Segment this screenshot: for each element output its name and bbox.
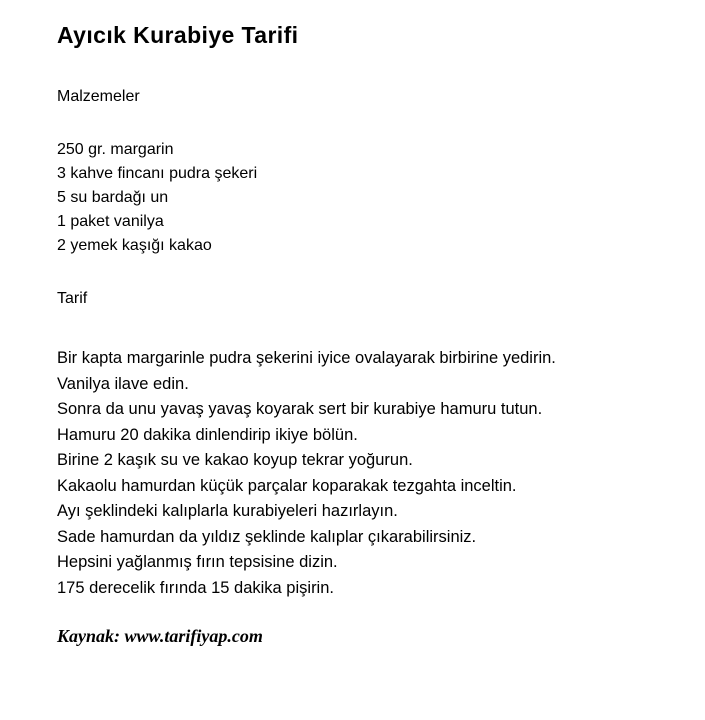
spacer [57, 258, 665, 288]
list-item: Bir kapta margarinle pudra şekerini iyice ovalayarak birbirine yedirin. [57, 349, 556, 367]
list-item: Birine 2 kaşık su ve kakao koyup tekrar yoğurun. [57, 451, 413, 469]
list-item: 175 derecelik fırında 15 dakika pişirin. [57, 578, 334, 597]
list-item: 250 gr. margarin [57, 141, 174, 158]
list-item: 1 paket vanilya [57, 213, 164, 230]
spacer [57, 601, 665, 623]
recipe-heading: Tarif [57, 290, 88, 307]
list-item: Sade hamurdan da yıldız şeklinde kalıplar çıkarabilirsiniz. [57, 527, 477, 546]
spacer [57, 108, 665, 138]
list-item: Hepsini yağlanmış fırın tepsisine dizin. [57, 553, 338, 571]
spacer [57, 310, 665, 346]
source-credit: Kaynak: www.tarifiyap.com [57, 626, 263, 646]
list-item: 5 su bardağı un [57, 189, 169, 206]
list-item: Vanilya ilave edin. [57, 374, 189, 393]
page-title: Ayıcık Kurabiye Tarifi [57, 22, 299, 48]
spacer [57, 50, 665, 86]
ingredients-list [57, 138, 665, 258]
ingredients-heading: Malzemeler [57, 88, 140, 105]
steps-list [57, 346, 665, 601]
list-item: Kakaolu hamurdan küçük parçalar koparakak tezgahta inceltin. [57, 476, 517, 495]
list-item: 3 kahve fincanı pudra şekeri [57, 165, 258, 182]
list-item: Ayı şeklindeki kalıplarla kurabiyeleri hazırlayın. [57, 502, 398, 520]
list-item: Sonra da unu yavaş yavaş koyarak sert bir kurabiye hamuru tutun. [57, 400, 543, 418]
list-item: 2 yemek kaşığı kakao [57, 237, 212, 254]
list-item: Hamuru 20 dakika dinlendirip ikiye bölün. [57, 425, 358, 444]
